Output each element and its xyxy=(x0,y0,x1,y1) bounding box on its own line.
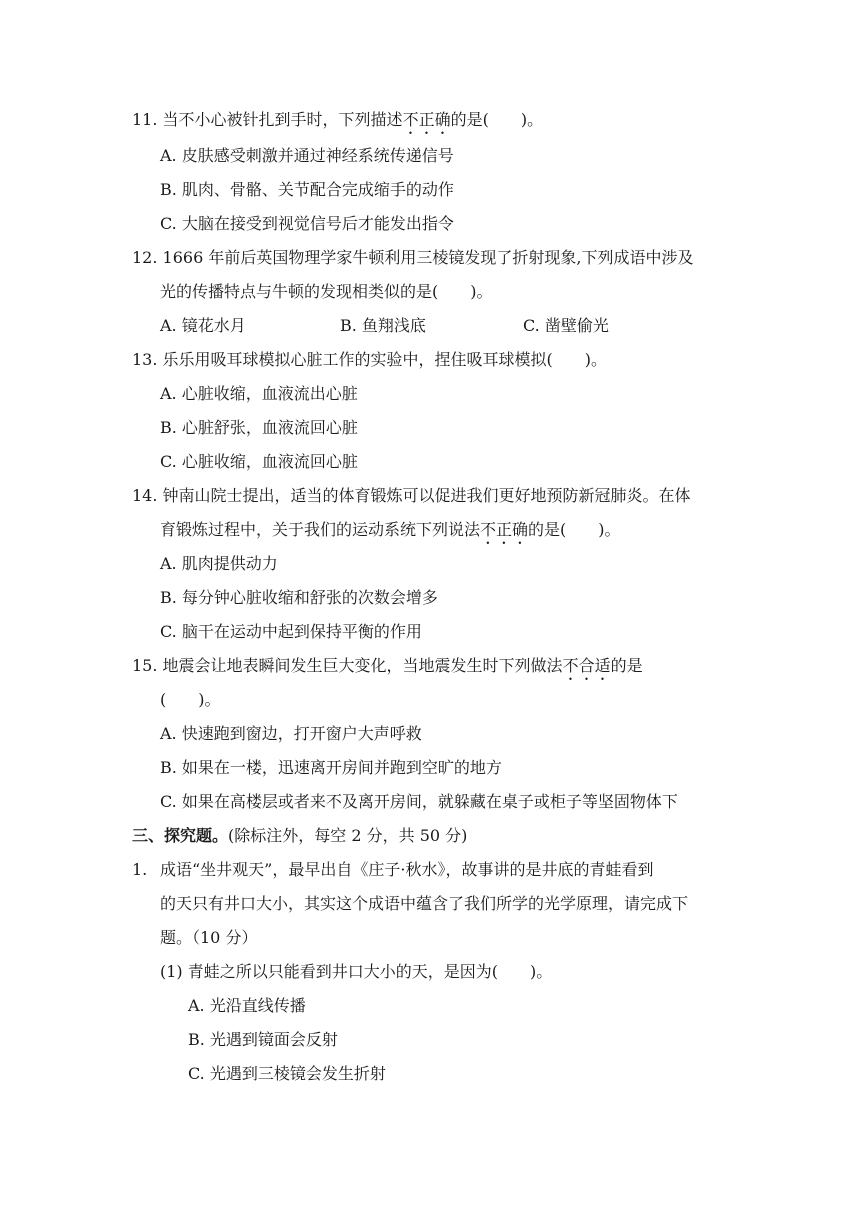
question-15-stem xyxy=(132,656,643,684)
option-c: C. 脑干在运动中起到保持平衡的作用 xyxy=(160,622,422,641)
question-14-stem xyxy=(132,486,691,506)
question-15-stem-cont: ( )。 xyxy=(160,690,221,709)
question-text: 地震会让地表瞬间发生巨大变化，当地震发生时下列做法 xyxy=(162,656,563,675)
problem-1-stem xyxy=(132,860,147,880)
question-text: 的是( )。 xyxy=(528,520,621,539)
question-text: 1666 年前后英国物理学家牛顿利用三棱镜发现了折射现象,下列成语中涉及 xyxy=(162,248,694,267)
question-text: 当不小心被针扎到手时，下列描述 xyxy=(162,110,403,129)
problem-1-line-1: 成语“坐井观天”，最早出自《庄子·秋水》，故事讲的是井底的青蛙看到 xyxy=(160,860,654,879)
emphasis-text: 不正确 xyxy=(402,110,451,129)
option-c: C. 大脑在接受到视觉信号后才能发出指令 xyxy=(160,214,454,233)
question-text: 育锻炼过程中，关于我们的运动系统下列说法 xyxy=(160,520,481,539)
problem-1-line-3: 题。（10 分） xyxy=(160,928,258,947)
question-text: 钟南山院士提出，适当的体育锻炼可以促进我们更好地预防新冠肺炎。在体 xyxy=(162,486,691,505)
option-b: B. 鱼翔浅底 xyxy=(340,316,426,335)
question-11-stem xyxy=(132,110,543,138)
question-12-stem-cont: 光的传播特点与牛顿的发现相类似的是( )。 xyxy=(160,282,493,301)
question-number: 1. xyxy=(132,860,148,879)
option-b: B. 如果在一楼，迅速离开房间并跑到空旷的地方 xyxy=(160,758,502,777)
option-c: C. 光遇到三棱镜会发生折射 xyxy=(188,1064,386,1083)
sub-question-1-stem: (1) 青蛙之所以只能看到井口大小的天，是因为( )。 xyxy=(160,962,553,981)
question-text: 的是( )。 xyxy=(450,110,544,129)
option-a: A. 镜花水月 xyxy=(160,316,246,335)
option-c: C. 如果在高楼层或者来不及离开房间，就躲藏在桌子或柜子等坚固物体下 xyxy=(160,792,678,811)
option-a: A. 光沿直线传播 xyxy=(188,996,306,1015)
option-a: A. 快速跑到窗边，打开窗户大声呼救 xyxy=(160,724,422,743)
question-number: 14. xyxy=(132,486,158,505)
option-b: B. 心脏舒张，血液流回心脏 xyxy=(160,418,358,437)
option-a: A. 皮肤感受刺激并通过神经系统传递信号 xyxy=(160,146,454,165)
question-number: 12. xyxy=(132,248,158,267)
option-c: C. 凿壁偷光 xyxy=(523,316,609,335)
option-b: B. 每分钟心脏收缩和舒张的次数会增多 xyxy=(160,588,438,607)
question-text: 的是 xyxy=(610,656,643,675)
question-14-stem-cont xyxy=(160,520,621,548)
option-c: C. 心脏收缩，血液流回心脏 xyxy=(160,452,358,471)
section-note: (除标注外，每空 2 分，共 50 分) xyxy=(228,826,468,845)
section-title: 三、探究题。 xyxy=(132,826,229,845)
option-a: A. 心脏收缩，血液流出心脏 xyxy=(160,384,358,403)
emphasis-text: 不合适 xyxy=(562,656,611,675)
option-b: B. 光遇到镜面会反射 xyxy=(188,1030,338,1049)
option-a: A. 肌肉提供动力 xyxy=(160,554,278,573)
question-number: 11. xyxy=(132,110,158,129)
question-text: 乐乐用吸耳球模拟心脏工作的实验中，捏住吸耳球模拟( )。 xyxy=(162,350,608,369)
section-heading xyxy=(132,826,467,846)
question-12-stem xyxy=(132,248,693,268)
emphasis-text: 不正确 xyxy=(480,520,529,539)
question-number: 15. xyxy=(132,656,158,675)
option-b: B. 肌肉、骨骼、关节配合完成缩手的动作 xyxy=(160,180,454,199)
question-13-stem xyxy=(132,350,607,370)
problem-1-line-2: 的天只有井口大小，其实这个成语中蕴含了我们所学的光学原理，请完成下 xyxy=(160,894,689,913)
question-number: 13. xyxy=(132,350,158,369)
